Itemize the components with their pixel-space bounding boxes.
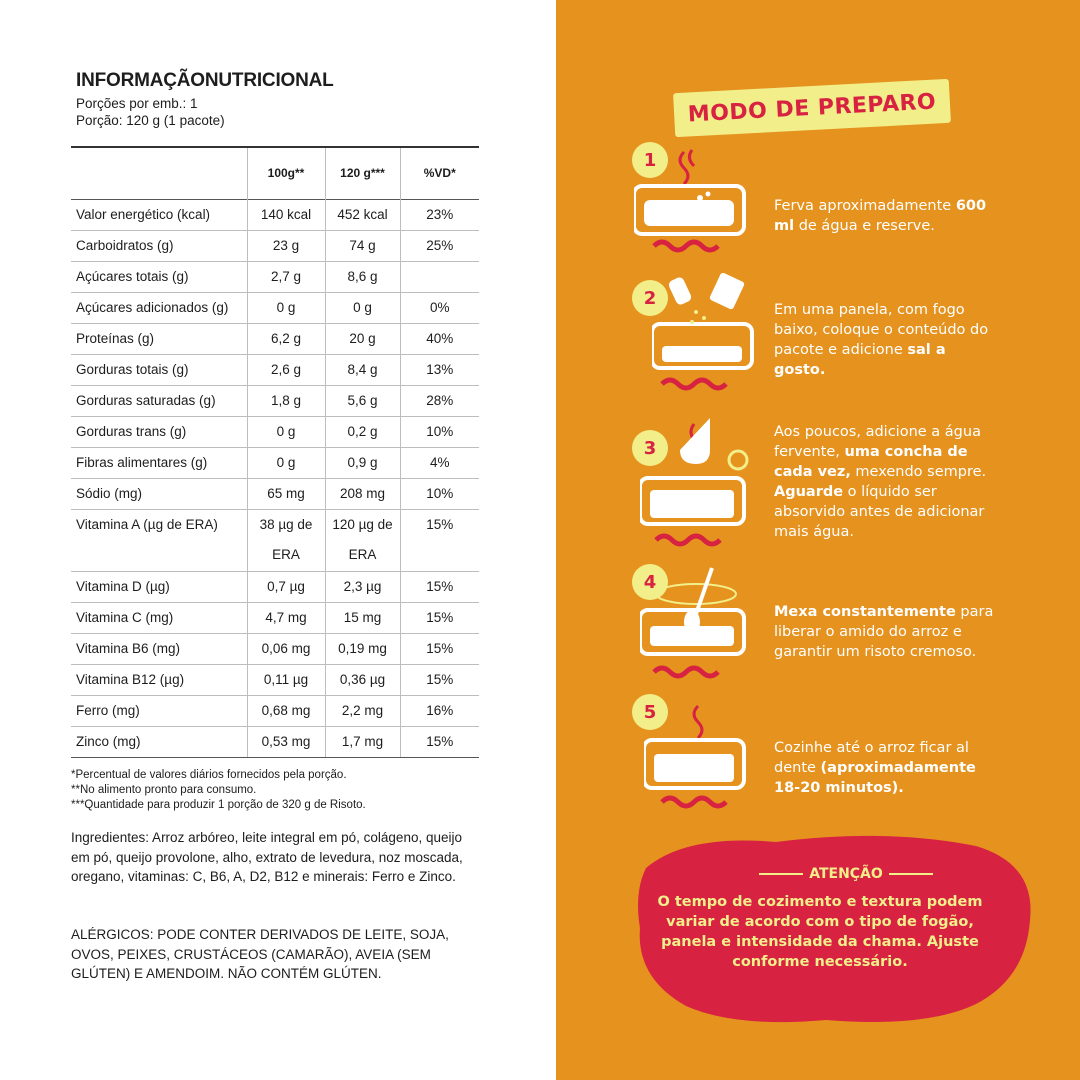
- value-per-100g: 0,11 µg: [247, 664, 325, 695]
- table-row: [71, 664, 479, 695]
- nutrition-title: INFORMAÇÃONUTRICIONAL: [76, 70, 334, 91]
- nutrient-name: Vitamina D (µg): [71, 571, 247, 602]
- nutrient-name: Proteínas (g): [71, 323, 247, 354]
- step-number: 4: [632, 564, 668, 600]
- table-row: [71, 261, 479, 292]
- value-per-100g: 6,2 g: [247, 323, 325, 354]
- stirring-spoon-pot-icon: [640, 564, 760, 686]
- step-text-part: Em uma panela, com fogo baixo, coloque o conteúdo do pacote e adicione: [774, 302, 989, 358]
- daily-value: 15%: [400, 602, 479, 633]
- allergens-text: ALÉRGICOS: PODE CONTER DERIVADOS DE LEITE, SOJA, OVOS, PEIXES, CRUSTÁCEOS (CAMARÃO), AVEIA (SEM GLÚTEN) E AMENDOIM. NÃO CONTÉM GLÚTEN.: [71, 927, 449, 981]
- header-per-100g: 100g**: [247, 147, 325, 199]
- value-per-100g: 38 µg de ERA: [247, 509, 325, 571]
- table-row: [71, 695, 479, 726]
- value-per-portion: 8,4 g: [325, 354, 400, 385]
- footnote: *Percentual de valores diários fornecidos pela porção.: [71, 769, 347, 781]
- nutrient-name: Gorduras trans (g): [71, 416, 247, 447]
- step-text-bold: 600 ml: [774, 198, 987, 234]
- nutrient-name: Carboidratos (g): [71, 230, 247, 261]
- daily-value: 15%: [400, 633, 479, 664]
- value-per-100g: 0 g: [247, 292, 325, 323]
- attention-title: [706, 866, 986, 882]
- value-per-100g: 0 g: [247, 447, 325, 478]
- value-per-portion: 0,9 g: [325, 447, 400, 478]
- nutrition-table: [71, 146, 479, 758]
- step-text-part: Cozinhe até o arroz ficar al dente: [774, 740, 969, 776]
- step-number: 2: [632, 280, 668, 316]
- value-per-100g: 0 g: [247, 416, 325, 447]
- step-text-bold: Mexa constantemente: [774, 604, 956, 620]
- header-label: [71, 147, 247, 199]
- table-row: [71, 726, 479, 757]
- value-per-portion: 15 mg: [325, 602, 400, 633]
- daily-value: 15%: [400, 509, 479, 571]
- nutrient-name: Sódio (mg): [71, 478, 247, 509]
- daily-value: 15%: [400, 726, 479, 757]
- value-per-portion: 74 g: [325, 230, 400, 261]
- value-per-100g: 0,06 mg: [247, 633, 325, 664]
- nutrient-name: Vitamina B6 (mg): [71, 633, 247, 664]
- table-row: [71, 323, 479, 354]
- value-per-portion: 452 kcal: [325, 199, 400, 230]
- daily-value: 25%: [400, 230, 479, 261]
- step-text-part: de água e reserve.: [794, 218, 935, 234]
- value-per-100g: 2,7 g: [247, 261, 325, 292]
- table-row: [71, 478, 479, 509]
- value-per-portion: 0,2 g: [325, 416, 400, 447]
- value-per-100g: 2,6 g: [247, 354, 325, 385]
- step-text-part: para liberar o amido do arroz e garantir um risoto cremoso.: [774, 604, 994, 660]
- step-1-text: [774, 196, 999, 236]
- table-row: [71, 633, 479, 664]
- step-text-part: Aos poucos, adicione a água fervente,: [774, 424, 981, 460]
- nutrient-name: Fibras alimentares (g): [71, 447, 247, 478]
- step-4-text: [774, 602, 999, 662]
- daily-value: 4%: [400, 447, 479, 478]
- header-per-portion: 120 g***: [325, 147, 400, 199]
- value-per-100g: 1,8 g: [247, 385, 325, 416]
- preparation-title: MODO DE PREPARO: [687, 89, 937, 127]
- step-text-part: mexendo sempre.: [850, 464, 987, 480]
- rice-pot-icon: [644, 702, 756, 814]
- value-per-portion: 0 g: [325, 292, 400, 323]
- daily-value: [400, 261, 479, 292]
- value-per-portion: 20 g: [325, 323, 400, 354]
- daily-value: 28%: [400, 385, 479, 416]
- daily-value: 0%: [400, 292, 479, 323]
- value-per-portion: 2,2 mg: [325, 695, 400, 726]
- attention-text: O tempo de cozimento e textura podem variar de acordo com o tipo de fogão, panela e intensidade da chama. Ajuste conforme necessário.: [657, 894, 983, 970]
- nutrient-name: Açúcares totais (g): [71, 261, 247, 292]
- step-5-text: [774, 738, 999, 798]
- nutrient-name: Gorduras saturadas (g): [71, 385, 247, 416]
- table-row: [71, 602, 479, 633]
- table-row: [71, 199, 479, 230]
- daily-value: 10%: [400, 416, 479, 447]
- step-text-bold: uma concha de cada vez,: [774, 444, 968, 480]
- value-per-100g: 0,53 mg: [247, 726, 325, 757]
- nutrient-name: Valor energético (kcal): [71, 199, 247, 230]
- value-per-100g: 23 g: [247, 230, 325, 261]
- step-text-bold: Aguarde: [774, 484, 844, 500]
- value-per-portion: 1,7 mg: [325, 726, 400, 757]
- value-per-portion: 8,6 g: [325, 261, 400, 292]
- nutrient-name: Vitamina B12 (µg): [71, 664, 247, 695]
- nutrient-name: Vitamina A (µg de ERA): [71, 509, 247, 571]
- daily-value: 15%: [400, 571, 479, 602]
- step-2-text: [774, 300, 999, 380]
- value-per-portion: 208 mg: [325, 478, 400, 509]
- table-row: [71, 571, 479, 602]
- nutrient-name: Ferro (mg): [71, 695, 247, 726]
- value-per-100g: 0,68 mg: [247, 695, 325, 726]
- servings-per-package: Porções por emb.: 1: [76, 96, 198, 111]
- ingredients-text: Ingredientes: Arroz arbóreo, leite integral em pó, colágeno, queijo em pó, queijo provolone, alho, extrato de levedura, noz moscada, oregano, vitaminas: C, B6, A, D2, B12 e minerais: Ferro e Zinco.: [71, 830, 463, 884]
- step-3-text: [774, 422, 999, 542]
- step-number: 3: [632, 430, 668, 466]
- nutrient-name: Zinco (mg): [71, 726, 247, 757]
- daily-value: 16%: [400, 695, 479, 726]
- value-per-100g: 0,7 µg: [247, 571, 325, 602]
- daily-value: 40%: [400, 323, 479, 354]
- divider: [759, 873, 803, 875]
- pot-with-salt-icon: [652, 272, 762, 397]
- step-text-bold: (aproximadamente 18-20 minutos).: [774, 760, 976, 796]
- nutrient-name: Açúcares adicionados (g): [71, 292, 247, 323]
- header-daily-value: %VD*: [400, 147, 479, 199]
- value-per-100g: 4,7 mg: [247, 602, 325, 633]
- nutrition-table-header: [71, 147, 479, 199]
- divider: [889, 873, 933, 875]
- value-per-100g: 140 kcal: [247, 199, 325, 230]
- table-row: [71, 447, 479, 478]
- table-row: [71, 509, 479, 571]
- nutrient-name: Gorduras totais (g): [71, 354, 247, 385]
- daily-value: 15%: [400, 664, 479, 695]
- nutrition-table-body: [71, 199, 479, 757]
- table-row: [71, 385, 479, 416]
- value-per-portion: 120 µg de ERA: [325, 509, 400, 571]
- ladle-timer-pot-icon: [640, 414, 760, 552]
- preparation-title-banner: [673, 79, 951, 137]
- table-row: [71, 416, 479, 447]
- preparation-panel: [556, 0, 1080, 1080]
- value-per-portion: 2,3 µg: [325, 571, 400, 602]
- daily-value: 23%: [400, 199, 479, 230]
- value-per-portion: 5,6 g: [325, 385, 400, 416]
- daily-value: 13%: [400, 354, 479, 385]
- step-text-part: o líquido ser absorvido antes de adicionar mais água.: [774, 484, 985, 540]
- value-per-portion: 0,36 µg: [325, 664, 400, 695]
- step-number: 5: [632, 694, 668, 730]
- value-per-portion: 0,19 mg: [325, 633, 400, 664]
- nutrient-name: Vitamina C (mg): [71, 602, 247, 633]
- footnotes: [71, 768, 491, 813]
- serving-size: Porção: 120 g (1 pacote): [76, 113, 225, 128]
- footnote: ***Quantidade para produzir 1 porção de 320 g de Risoto.: [71, 799, 366, 811]
- table-row: [71, 230, 479, 261]
- boiling-pot-icon: [634, 146, 754, 258]
- attention-title-text: ATENÇÃO: [809, 866, 883, 882]
- table-row: [71, 292, 479, 323]
- step-text-part: Ferva aproximadamente: [774, 198, 956, 214]
- step-text-bold: sal a gosto.: [774, 342, 946, 378]
- value-per-100g: 65 mg: [247, 478, 325, 509]
- daily-value: 10%: [400, 478, 479, 509]
- table-row: [71, 354, 479, 385]
- step-number: 1: [632, 142, 668, 178]
- footnote: **No alimento pronto para consumo.: [71, 784, 257, 796]
